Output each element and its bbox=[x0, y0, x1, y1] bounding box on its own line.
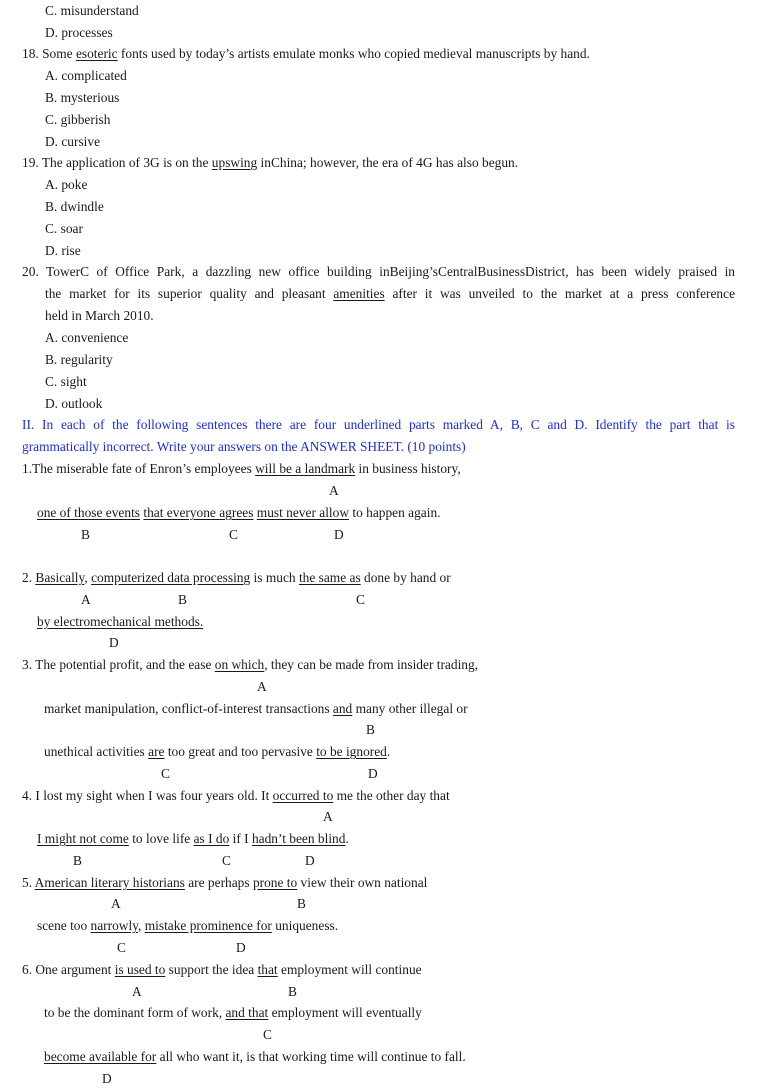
question-20-line1: 20. TowerC of Office Park, a dazzling new office building inBeijing’sCentralBusinessDistrict, has been widely praised in bbox=[22, 264, 735, 279]
marker-d: D bbox=[305, 853, 315, 868]
error-item-4-line2: I might not come to love life as I do if I hadn’t been blind. bbox=[37, 831, 349, 846]
marker-c: C bbox=[263, 1027, 272, 1042]
option-d: D. outlook bbox=[45, 396, 103, 411]
error-item-3-line2: market manipulation, conflict-of-interest transactions and many other illegal or bbox=[44, 701, 468, 716]
question-19: 19. The application of 3G is on the upswing inChina; however, the era of 4G has also begun. bbox=[22, 155, 519, 170]
error-item-6: 6. One argument is used to support the idea that employment will continue bbox=[22, 962, 422, 977]
question-20-line3: held in March 2010. bbox=[45, 308, 154, 323]
marker-d: D bbox=[334, 527, 344, 542]
marker-a: A bbox=[132, 984, 142, 999]
option-c: C. misunderstand bbox=[45, 3, 139, 18]
option-a: A. convenience bbox=[45, 330, 129, 345]
option-b: B. mysterious bbox=[45, 90, 120, 105]
marker-a: A bbox=[329, 483, 339, 498]
error-item-5: 5. American literary historians are perhaps prone to view their own national bbox=[22, 875, 428, 890]
option-a: A. poke bbox=[45, 177, 88, 192]
error-item-1-line2: one of those events that everyone agrees must never allow to happen again. bbox=[37, 505, 441, 520]
error-item-5-line2: scene too narrowly, mistake prominence for uniqueness. bbox=[37, 918, 339, 933]
marker-b: B bbox=[297, 896, 306, 911]
option-c: C. soar bbox=[45, 221, 83, 236]
error-item-3: 3. The potential profit, and the ease on which, they can be made from insider trading, bbox=[22, 657, 479, 672]
error-item-2: 2. Basically, computerized data processing is much the same as done by hand or bbox=[22, 570, 451, 585]
marker-b: B bbox=[178, 592, 187, 607]
marker-c: C bbox=[229, 527, 238, 542]
question-18: 18. Some esoteric fonts used by today’s artists emulate monks who copied medieval manuscripts by hand. bbox=[22, 46, 590, 61]
option-c: C. gibberish bbox=[45, 112, 111, 127]
option-b: B. regularity bbox=[45, 352, 113, 367]
marker-c: C bbox=[161, 766, 170, 781]
option-d: D. cursive bbox=[45, 134, 101, 149]
marker-c: C bbox=[356, 592, 365, 607]
question-20-line2: the market for its superior quality and pleasant amenities after it was unveiled to the market at a press conference bbox=[45, 286, 736, 301]
error-item-4: 4. I lost my sight when I was four years old. It occurred to me the other day that bbox=[22, 788, 450, 803]
marker-a: A bbox=[257, 679, 267, 694]
marker-a: A bbox=[323, 809, 333, 824]
option-c: C. sight bbox=[45, 374, 87, 389]
marker-c: C bbox=[222, 853, 231, 868]
option-a: A. complicated bbox=[45, 68, 127, 83]
marker-b: B bbox=[288, 984, 297, 999]
error-item-1: 1.The miserable fate of Enron’s employees will be a landmark in business history, bbox=[22, 461, 461, 476]
marker-d: D bbox=[109, 635, 119, 650]
marker-c: C bbox=[117, 940, 126, 955]
marker-b: B bbox=[81, 527, 90, 542]
marker-a: A bbox=[81, 592, 91, 607]
marker-a: A bbox=[111, 896, 121, 911]
error-item-6-line3: become available for all who want it, is that working time will continue to fall. bbox=[44, 1049, 466, 1064]
option-b: B. dwindle bbox=[45, 199, 104, 214]
section-heading: II. In each of the following sentences there are four underlined parts marked A, B, C and D. Identify the part that is bbox=[22, 417, 735, 432]
error-item-6-line2: to be the dominant form of work, and that employment will eventually bbox=[44, 1005, 422, 1020]
marker-b: B bbox=[73, 853, 82, 868]
error-item-2-line2: by electromechanical methods. bbox=[37, 614, 204, 629]
marker-d: D bbox=[102, 1071, 112, 1086]
marker-d: D bbox=[368, 766, 378, 781]
option-d: D. rise bbox=[45, 243, 81, 258]
section-heading-line2: grammatically incorrect. Write your answers on the ANSWER SHEET. (10 points) bbox=[22, 439, 466, 454]
marker-b: B bbox=[366, 722, 375, 737]
marker-d: D bbox=[236, 940, 246, 955]
option-d: D. processes bbox=[45, 25, 113, 40]
error-item-3-line3: unethical activities are too great and too pervasive to be ignored. bbox=[44, 744, 391, 759]
